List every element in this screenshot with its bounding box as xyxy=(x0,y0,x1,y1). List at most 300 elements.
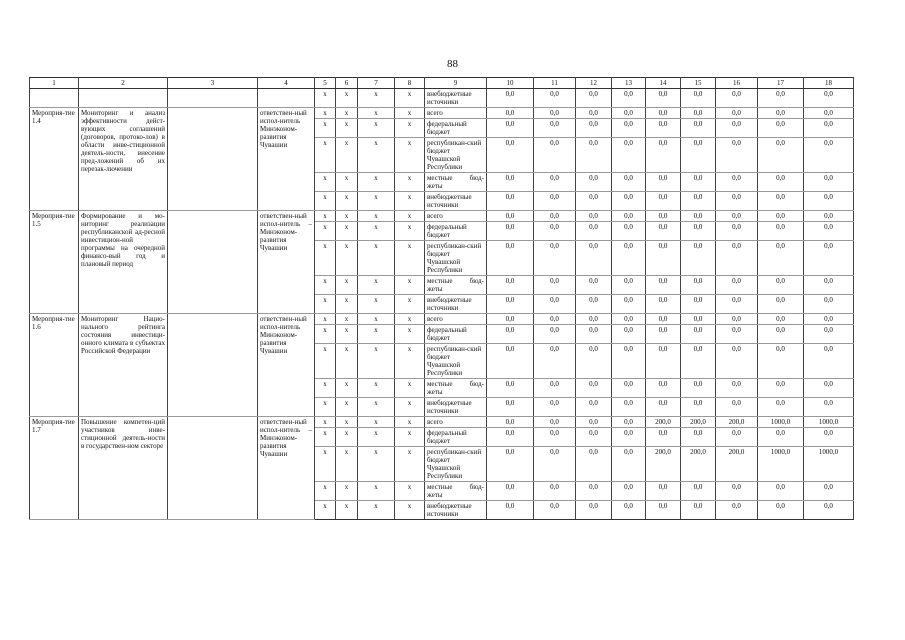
value-cell: 0,0 xyxy=(646,295,681,314)
value-cell: 0,0 xyxy=(646,241,681,276)
value-cell: 0,0 xyxy=(758,173,804,192)
value-cell: 0,0 xyxy=(716,276,758,295)
value-cell: 0,0 xyxy=(576,325,612,344)
source-cell: федеральный бюджет xyxy=(425,428,487,447)
value-cell: 0,0 xyxy=(576,89,612,108)
value-cell: 0,0 xyxy=(681,379,716,398)
column-number-row xyxy=(30,78,854,89)
mark-cell: х xyxy=(315,398,336,417)
mark-cell: х xyxy=(358,138,395,173)
value-cell: 0,0 xyxy=(646,108,681,119)
value-cell: 0,0 xyxy=(758,344,804,379)
value-cell: 0,0 xyxy=(612,211,646,222)
value-cell: 0,0 xyxy=(534,276,576,295)
value-cell: 0,0 xyxy=(576,314,612,325)
value-cell: 0,0 xyxy=(681,89,716,108)
value-cell: 0,0 xyxy=(646,325,681,344)
column-number-13: 13 xyxy=(612,78,646,89)
mark-cell: х xyxy=(358,314,395,325)
mark-cell: х xyxy=(395,192,425,211)
mark-cell: х xyxy=(395,108,425,119)
value-cell: 0,0 xyxy=(758,222,804,241)
column-number-1: 1 xyxy=(30,78,79,89)
value-cell: 0,0 xyxy=(716,89,758,108)
value-cell: 0,0 xyxy=(487,138,534,173)
mark-cell: х xyxy=(395,447,425,482)
mark-cell: х xyxy=(315,482,336,501)
mark-cell: х xyxy=(395,325,425,344)
value-cell: 0,0 xyxy=(804,173,854,192)
value-cell: 0,0 xyxy=(487,241,534,276)
source-cell: республикан-ский бюджет Чувашской Республики xyxy=(425,241,487,276)
value-cell: 0,0 xyxy=(804,428,854,447)
value-cell: 0,0 xyxy=(576,417,612,428)
mark-cell: х xyxy=(336,428,358,447)
value-cell: 0,0 xyxy=(487,398,534,417)
value-cell: 0,0 xyxy=(758,314,804,325)
mark-cell: х xyxy=(395,211,425,222)
empty-cell xyxy=(168,108,258,211)
mark-cell: х xyxy=(336,211,358,222)
value-cell: 0,0 xyxy=(804,222,854,241)
value-cell: 0,0 xyxy=(487,276,534,295)
value-cell: 0,0 xyxy=(716,138,758,173)
event-code: Мероприя-тие 1.7 xyxy=(30,417,79,520)
value-cell: 0,0 xyxy=(804,192,854,211)
mark-cell: х xyxy=(336,241,358,276)
mark-cell: х xyxy=(358,325,395,344)
column-number-8: 8 xyxy=(395,78,425,89)
value-cell: 0,0 xyxy=(681,241,716,276)
value-cell: 0,0 xyxy=(681,119,716,138)
mark-cell: х xyxy=(336,314,358,325)
mark-cell: х xyxy=(315,89,336,108)
value-cell: 0,0 xyxy=(534,398,576,417)
value-cell: 0,0 xyxy=(534,417,576,428)
source-cell: всего xyxy=(425,314,487,325)
mark-cell: х xyxy=(315,344,336,379)
value-cell: 0,0 xyxy=(758,295,804,314)
value-cell: 0,0 xyxy=(612,482,646,501)
mark-cell: х xyxy=(358,108,395,119)
value-cell: 0,0 xyxy=(612,344,646,379)
value-cell: 0,0 xyxy=(487,211,534,222)
mark-cell: х xyxy=(395,314,425,325)
value-cell: 0,0 xyxy=(681,428,716,447)
source-cell: внебюджетные источники xyxy=(425,192,487,211)
column-number-14: 14 xyxy=(646,78,681,89)
source-cell: федеральный бюджет xyxy=(425,325,487,344)
event-code: Мероприя-тие 1.4 xyxy=(30,108,79,211)
value-cell: 0,0 xyxy=(804,241,854,276)
value-cell: 1000,0 xyxy=(758,447,804,482)
column-number-12: 12 xyxy=(576,78,612,89)
mark-cell: х xyxy=(395,138,425,173)
mark-cell: х xyxy=(395,398,425,417)
column-number-3: 3 xyxy=(168,78,258,89)
value-cell: 0,0 xyxy=(534,119,576,138)
mark-cell: х xyxy=(395,241,425,276)
mark-cell: х xyxy=(336,325,358,344)
value-cell: 0,0 xyxy=(646,89,681,108)
executor: ответствен-ный испол-нитель – Минэконом-развития Чувашии xyxy=(258,211,315,314)
value-cell: 0,0 xyxy=(716,344,758,379)
value-cell: 0,0 xyxy=(534,344,576,379)
value-cell: 0,0 xyxy=(681,192,716,211)
mark-cell: х xyxy=(358,89,395,108)
value-cell: 0,0 xyxy=(681,108,716,119)
value-cell: 0,0 xyxy=(612,325,646,344)
value-cell: 0,0 xyxy=(716,398,758,417)
value-cell: 0,0 xyxy=(576,222,612,241)
mark-cell: х xyxy=(336,276,358,295)
value-cell: 0,0 xyxy=(758,276,804,295)
mark-cell: х xyxy=(336,119,358,138)
source-cell: всего xyxy=(425,108,487,119)
value-cell: 0,0 xyxy=(716,108,758,119)
mark-cell: х xyxy=(395,417,425,428)
value-cell: 0,0 xyxy=(612,428,646,447)
value-cell: 0,0 xyxy=(487,344,534,379)
value-cell: 0,0 xyxy=(646,222,681,241)
mark-cell: х xyxy=(395,276,425,295)
mark-cell: х xyxy=(336,482,358,501)
value-cell: 0,0 xyxy=(716,222,758,241)
mark-cell: х xyxy=(336,379,358,398)
value-cell: 0,0 xyxy=(681,325,716,344)
value-cell: 0,0 xyxy=(534,89,576,108)
value-cell: 0,0 xyxy=(804,89,854,108)
mark-cell: х xyxy=(315,241,336,276)
value-cell: 0,0 xyxy=(646,344,681,379)
value-cell: 0,0 xyxy=(758,241,804,276)
value-cell: 200,0 xyxy=(716,417,758,428)
mark-cell: х xyxy=(336,138,358,173)
empty-cell xyxy=(79,89,168,108)
value-cell: 0,0 xyxy=(646,398,681,417)
mark-cell: х xyxy=(395,89,425,108)
value-cell: 0,0 xyxy=(612,314,646,325)
mark-cell: х xyxy=(395,344,425,379)
value-cell: 0,0 xyxy=(646,482,681,501)
value-cell: 0,0 xyxy=(487,447,534,482)
table-row xyxy=(30,417,854,428)
value-cell: 0,0 xyxy=(804,482,854,501)
value-cell: 0,0 xyxy=(758,428,804,447)
mark-cell: х xyxy=(315,119,336,138)
value-cell: 0,0 xyxy=(534,241,576,276)
value-cell: 0,0 xyxy=(681,276,716,295)
mark-cell: х xyxy=(336,108,358,119)
mark-cell: х xyxy=(336,222,358,241)
source-cell: местные бюд-жеты xyxy=(425,276,487,295)
mark-cell: х xyxy=(395,119,425,138)
column-number-10: 10 xyxy=(487,78,534,89)
mark-cell: х xyxy=(315,428,336,447)
event-description: Формирование и мо-ниторинг реализации республиканской ад-ресной инвестицион-ной программы на очередной финансо-вый год и плановый период xyxy=(79,211,168,314)
source-cell: республикан-ский бюджет Чувашской Республики xyxy=(425,447,487,482)
value-cell: 0,0 xyxy=(576,173,612,192)
mark-cell: х xyxy=(336,89,358,108)
value-cell: 0,0 xyxy=(716,119,758,138)
mark-cell: х xyxy=(315,325,336,344)
mark-cell: х xyxy=(395,222,425,241)
value-cell: 0,0 xyxy=(758,119,804,138)
mark-cell: х xyxy=(315,276,336,295)
mark-cell: х xyxy=(315,417,336,428)
value-cell: 0,0 xyxy=(534,108,576,119)
mark-cell: х xyxy=(336,344,358,379)
value-cell: 0,0 xyxy=(612,276,646,295)
value-cell: 0,0 xyxy=(804,314,854,325)
value-cell: 0,0 xyxy=(681,344,716,379)
column-number-16: 16 xyxy=(716,78,758,89)
source-cell: внебюджетные источники xyxy=(425,398,487,417)
value-cell: 0,0 xyxy=(716,241,758,276)
column-number-17: 17 xyxy=(758,78,804,89)
value-cell: 0,0 xyxy=(804,501,854,520)
value-cell: 0,0 xyxy=(646,428,681,447)
value-cell: 0,0 xyxy=(487,482,534,501)
value-cell: 0,0 xyxy=(487,314,534,325)
empty-cell xyxy=(168,89,258,108)
value-cell: 0,0 xyxy=(534,192,576,211)
value-cell: 0,0 xyxy=(646,501,681,520)
table-row xyxy=(30,108,854,119)
column-number-6: 6 xyxy=(336,78,358,89)
value-cell: 0,0 xyxy=(804,325,854,344)
source-cell: местные бюд-жеты xyxy=(425,173,487,192)
value-cell: 0,0 xyxy=(804,344,854,379)
value-cell: 0,0 xyxy=(487,417,534,428)
value-cell: 0,0 xyxy=(716,192,758,211)
value-cell: 0,0 xyxy=(576,447,612,482)
source-cell: федеральный бюджет xyxy=(425,222,487,241)
budget-table xyxy=(29,77,854,520)
value-cell: 0,0 xyxy=(576,192,612,211)
value-cell: 0,0 xyxy=(487,119,534,138)
value-cell: 0,0 xyxy=(576,211,612,222)
mark-cell: х xyxy=(358,417,395,428)
value-cell: 0,0 xyxy=(487,222,534,241)
source-cell: республикан-ский бюджет Чувашской Республики xyxy=(425,138,487,173)
value-cell: 0,0 xyxy=(681,501,716,520)
source-cell: местные бюд-жеты xyxy=(425,379,487,398)
value-cell: 0,0 xyxy=(534,482,576,501)
value-cell: 200,0 xyxy=(716,447,758,482)
value-cell: 0,0 xyxy=(612,192,646,211)
value-cell: 0,0 xyxy=(612,222,646,241)
mark-cell: х xyxy=(358,119,395,138)
value-cell: 0,0 xyxy=(576,379,612,398)
value-cell: 0,0 xyxy=(646,211,681,222)
value-cell: 0,0 xyxy=(534,428,576,447)
column-number-5: 5 xyxy=(315,78,336,89)
empty-cell xyxy=(30,89,79,108)
value-cell: 0,0 xyxy=(487,325,534,344)
value-cell: 0,0 xyxy=(576,108,612,119)
page-number: 88 xyxy=(447,58,458,70)
value-cell: 0,0 xyxy=(716,501,758,520)
source-cell: внебюджетные источники xyxy=(425,295,487,314)
value-cell: 200,0 xyxy=(681,417,716,428)
event-description: Мониторинг Нацио-нального рейтинга состояния инвестици-онного климата в субъектах Российской Федерации xyxy=(79,314,168,417)
source-cell: внебюджетные источники xyxy=(425,501,487,520)
value-cell: 0,0 xyxy=(576,482,612,501)
empty-cell xyxy=(258,89,315,108)
mark-cell: х xyxy=(336,192,358,211)
value-cell: 0,0 xyxy=(576,398,612,417)
value-cell: 200,0 xyxy=(646,417,681,428)
event-code: Мероприя-тие 1.5 xyxy=(30,211,79,314)
value-cell: 0,0 xyxy=(534,295,576,314)
value-cell: 0,0 xyxy=(804,276,854,295)
value-cell: 1000,0 xyxy=(758,417,804,428)
value-cell: 0,0 xyxy=(576,138,612,173)
mark-cell: х xyxy=(315,173,336,192)
value-cell: 0,0 xyxy=(681,295,716,314)
mark-cell: х xyxy=(358,173,395,192)
value-cell: 0,0 xyxy=(758,379,804,398)
value-cell: 1000,0 xyxy=(804,447,854,482)
mark-cell: х xyxy=(315,108,336,119)
value-cell: 0,0 xyxy=(681,211,716,222)
value-cell: 0,0 xyxy=(612,138,646,173)
value-cell: 0,0 xyxy=(534,314,576,325)
mark-cell: х xyxy=(395,501,425,520)
value-cell: 0,0 xyxy=(646,119,681,138)
source-cell: всего xyxy=(425,417,487,428)
value-cell: 0,0 xyxy=(681,138,716,173)
value-cell: 0,0 xyxy=(758,482,804,501)
value-cell: 0,0 xyxy=(487,295,534,314)
value-cell: 0,0 xyxy=(804,138,854,173)
source-cell: федеральный бюджет xyxy=(425,119,487,138)
source-cell: республикан-ский бюджет Чувашской Республики xyxy=(425,344,487,379)
value-cell: 0,0 xyxy=(612,108,646,119)
value-cell: 0,0 xyxy=(487,173,534,192)
value-cell: 0,0 xyxy=(758,138,804,173)
value-cell: 0,0 xyxy=(612,89,646,108)
value-cell: 0,0 xyxy=(716,482,758,501)
value-cell: 0,0 xyxy=(576,276,612,295)
value-cell: 0,0 xyxy=(534,173,576,192)
mark-cell: х xyxy=(336,295,358,314)
executor: ответствен-ный испол-нитель – Минэконом-развития Чувашии xyxy=(258,417,315,520)
source-cell: всего xyxy=(425,211,487,222)
value-cell: 0,0 xyxy=(758,398,804,417)
value-cell: 0,0 xyxy=(612,295,646,314)
value-cell: 0,0 xyxy=(487,89,534,108)
value-cell: 0,0 xyxy=(612,173,646,192)
value-cell: 0,0 xyxy=(681,482,716,501)
mark-cell: х xyxy=(358,447,395,482)
empty-cell xyxy=(168,417,258,520)
mark-cell: х xyxy=(358,482,395,501)
source-cell: местные бюд-жеты xyxy=(425,482,487,501)
mark-cell: х xyxy=(336,417,358,428)
mark-cell: х xyxy=(336,501,358,520)
value-cell: 0,0 xyxy=(612,379,646,398)
value-cell: 0,0 xyxy=(576,344,612,379)
value-cell: 0,0 xyxy=(576,428,612,447)
value-cell: 0,0 xyxy=(804,379,854,398)
mark-cell: х xyxy=(358,501,395,520)
value-cell: 200,0 xyxy=(681,447,716,482)
value-cell: 200,0 xyxy=(646,447,681,482)
mark-cell: х xyxy=(358,276,395,295)
column-number-9: 9 xyxy=(425,78,487,89)
value-cell: 0,0 xyxy=(758,192,804,211)
value-cell: 0,0 xyxy=(716,295,758,314)
empty-cell xyxy=(168,211,258,314)
column-number-2: 2 xyxy=(79,78,168,89)
value-cell: 0,0 xyxy=(646,379,681,398)
mark-cell: х xyxy=(395,482,425,501)
mark-cell: х xyxy=(315,222,336,241)
value-cell: 0,0 xyxy=(576,295,612,314)
mark-cell: х xyxy=(395,173,425,192)
value-cell: 0,0 xyxy=(758,89,804,108)
value-cell: 0,0 xyxy=(716,428,758,447)
value-cell: 0,0 xyxy=(487,108,534,119)
value-cell: 0,0 xyxy=(681,173,716,192)
value-cell: 0,0 xyxy=(804,211,854,222)
value-cell: 0,0 xyxy=(487,501,534,520)
value-cell: 0,0 xyxy=(534,211,576,222)
value-cell: 0,0 xyxy=(681,398,716,417)
table-row xyxy=(30,89,854,108)
value-cell: 0,0 xyxy=(716,211,758,222)
value-cell: 0,0 xyxy=(612,398,646,417)
value-cell: 0,0 xyxy=(487,192,534,211)
value-cell: 0,0 xyxy=(576,501,612,520)
value-cell: 0,0 xyxy=(612,447,646,482)
event-description: Мониторинг и анализ эффективности дейст-вующих соглашений (договоров, протоко-лов) в области инве-стиционной деятель-ности, внесение пред-ложений об их перезак-лючении xyxy=(79,108,168,211)
value-cell: 0,0 xyxy=(716,325,758,344)
value-cell: 0,0 xyxy=(612,417,646,428)
column-number-15: 15 xyxy=(681,78,716,89)
value-cell: 0,0 xyxy=(534,138,576,173)
value-cell: 0,0 xyxy=(646,192,681,211)
mark-cell: х xyxy=(395,428,425,447)
mark-cell: х xyxy=(358,398,395,417)
value-cell: 0,0 xyxy=(534,447,576,482)
value-cell: 0,0 xyxy=(534,501,576,520)
value-cell: 0,0 xyxy=(534,325,576,344)
table-row xyxy=(30,314,854,325)
mark-cell: х xyxy=(336,173,358,192)
value-cell: 0,0 xyxy=(681,314,716,325)
value-cell: 0,0 xyxy=(681,222,716,241)
mark-cell: х xyxy=(395,379,425,398)
mark-cell: х xyxy=(315,211,336,222)
value-cell: 0,0 xyxy=(804,398,854,417)
mark-cell: х xyxy=(358,344,395,379)
event-description: Повышение компетен-ций участников инве-стиционной деятель-ности в государствен-ном секторе xyxy=(79,417,168,520)
value-cell: 0,0 xyxy=(646,173,681,192)
value-cell: 0,0 xyxy=(534,222,576,241)
source-cell: внебюджетные источники xyxy=(425,89,487,108)
mark-cell: х xyxy=(358,192,395,211)
mark-cell: х xyxy=(315,314,336,325)
value-cell: 1000,0 xyxy=(804,417,854,428)
value-cell: 0,0 xyxy=(487,379,534,398)
table-header xyxy=(30,78,854,89)
table-body xyxy=(30,89,854,520)
value-cell: 0,0 xyxy=(487,428,534,447)
value-cell: 0,0 xyxy=(804,119,854,138)
